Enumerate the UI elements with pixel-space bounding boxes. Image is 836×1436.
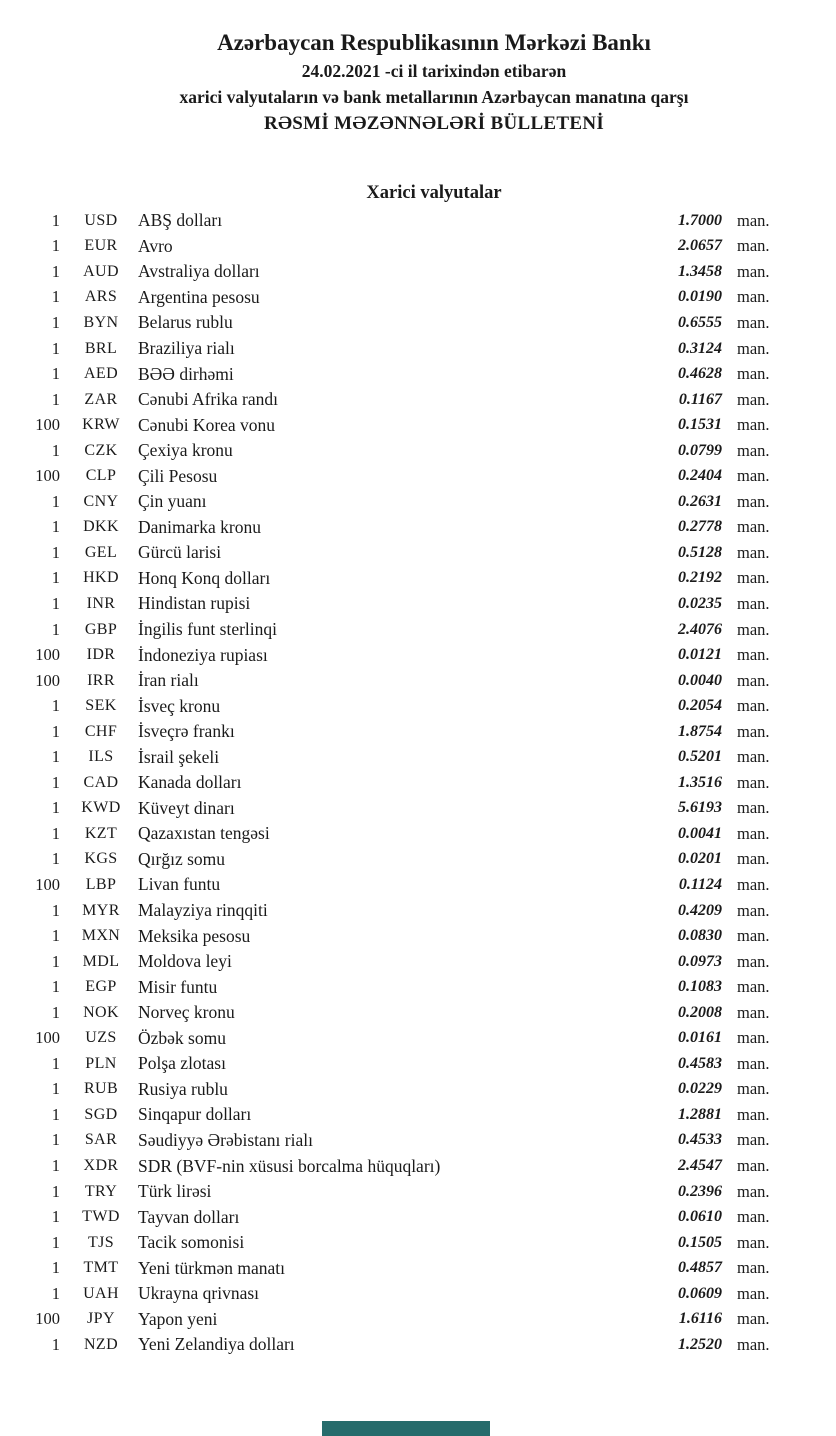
rate-unit-label: man.: [737, 1053, 770, 1073]
currency-quantity: 1: [51, 1207, 60, 1227]
currency-name: Qırğız somu: [138, 848, 226, 869]
currency-rate: 0.2778: [678, 518, 722, 536]
rate-unit-label: man.: [737, 542, 770, 562]
currency-quantity: 1: [51, 440, 60, 460]
rate-unit-label: man.: [737, 900, 770, 920]
rate-unit-label: man.: [737, 491, 770, 511]
currency-quantity: 1: [51, 287, 60, 307]
currency-code: MDL: [82, 952, 120, 970]
currency-name: Səudiyyə Ərəbistanı rialı: [138, 1129, 313, 1150]
rate-unit-label: man.: [737, 1232, 770, 1252]
currency-quantity: 1: [51, 542, 60, 562]
currency-code: ILS: [88, 748, 114, 766]
currency-row: [0, 336, 836, 362]
currency-row: [0, 898, 836, 924]
currency-code: TWD: [82, 1208, 120, 1226]
currency-quantity: 1: [51, 1156, 60, 1175]
currency-rate: 0.2054: [678, 697, 722, 715]
currency-rate: 1.7000: [678, 211, 722, 229]
rate-unit-label: man.: [737, 772, 770, 792]
currency-code: NZD: [83, 1335, 119, 1353]
rate-unit-label: man.: [737, 1181, 770, 1201]
rate-unit-label: man.: [737, 1207, 770, 1227]
currency-row: [0, 515, 836, 541]
currency-quantity: 1: [51, 1181, 60, 1201]
currency-code: ZAR: [84, 390, 118, 408]
currency-name: Polşa zlotası: [138, 1053, 226, 1074]
effective-date: 24.02.2021 -ci il tarixindən etibarən: [301, 61, 567, 81]
currency-row: [0, 438, 836, 464]
currency-name: Avro: [138, 235, 173, 256]
currency-rate: 0.5128: [678, 543, 722, 561]
currency-rate: 1.8754: [678, 722, 722, 740]
rate-unit-label: man.: [737, 645, 770, 665]
currency-code: GEL: [84, 543, 118, 561]
currency-rate: 0.0121: [678, 646, 722, 664]
currency-row: [0, 310, 836, 336]
currency-code: USD: [84, 211, 118, 229]
currency-row: [0, 1102, 836, 1128]
currency-code: AED: [83, 365, 119, 383]
currency-rate: 0.4209: [678, 901, 722, 919]
currency-rate: 2.4547: [678, 1157, 722, 1174]
rate-unit-label: man.: [737, 389, 770, 409]
currency-rate: 0.0610: [678, 1208, 722, 1226]
currency-quantity: 1: [51, 696, 60, 716]
currency-rate: 5.6193: [678, 799, 722, 817]
rate-unit-label: man.: [737, 619, 770, 639]
currency-code: EGP: [85, 978, 117, 996]
currency-quantity: 100: [35, 415, 60, 435]
currency-quantity: 1: [51, 823, 60, 843]
currency-rate: 0.4857: [678, 1259, 722, 1277]
currency-rate: 0.0201: [678, 850, 722, 868]
rate-unit-label: man.: [737, 1156, 770, 1175]
rate-unit-label: man.: [737, 210, 770, 230]
currency-row: [0, 285, 836, 311]
currency-row: [0, 923, 836, 949]
rate-unit-label: man.: [737, 261, 770, 281]
currency-rate: 0.4533: [678, 1131, 722, 1149]
currency-name: Hindistan rupisi: [138, 593, 251, 614]
currency-rate: 0.6555: [678, 313, 722, 331]
currency-quantity: 1: [51, 798, 60, 818]
currency-code: JPY: [87, 1310, 115, 1328]
currency-code: GBP: [84, 620, 118, 638]
currency-code: BRL: [84, 339, 118, 357]
currency-rate: 0.2192: [678, 569, 722, 587]
currency-quantity: 100: [35, 670, 60, 690]
rates-table: [0, 208, 836, 1358]
currency-rate: 1.3458: [678, 262, 722, 280]
rate-unit-label: man.: [737, 1028, 770, 1048]
currency-name: SDR (BVF-nin xüsusi borcalma hüquqları): [138, 1155, 441, 1176]
currency-quantity: 1: [51, 900, 60, 920]
currency-rate: 0.0799: [678, 441, 722, 459]
currency-quantity: 1: [51, 1104, 60, 1124]
currency-code: SGD: [84, 1105, 118, 1123]
currency-row: [0, 1332, 836, 1358]
rate-unit-label: man.: [737, 466, 770, 486]
rate-unit-label: man.: [737, 1002, 770, 1022]
currency-name: İngilis funt sterlinqi: [138, 619, 278, 640]
rate-unit-label: man.: [737, 721, 770, 741]
bottom-teal-bar: [322, 1421, 490, 1436]
currency-code: PLN: [85, 1054, 117, 1072]
currency-code: UZS: [85, 1029, 117, 1047]
currency-code: UAH: [83, 1284, 119, 1302]
currency-name: ABŞ dolları: [138, 210, 223, 231]
currency-name: Gürcü larisi: [138, 542, 222, 563]
currency-quantity: 1: [51, 491, 60, 511]
currency-quantity: 1: [51, 1002, 60, 1022]
currency-rate: 1.2881: [678, 1105, 722, 1123]
currency-name: İran rialı: [138, 670, 199, 691]
currency-code: KRW: [82, 416, 120, 434]
currency-rate: 0.0235: [678, 594, 722, 612]
currency-rate: 0.1167: [678, 390, 722, 408]
currency-name: Çili Pesosu: [138, 465, 218, 486]
currency-name: Yapon yeni: [138, 1308, 218, 1329]
rate-unit-label: man.: [737, 977, 770, 997]
currency-rate: 0.0040: [678, 671, 722, 689]
currency-rate: 0.0830: [678, 927, 722, 945]
currency-name: Yeni Zelandiya dolları: [138, 1334, 295, 1355]
bank-name: Azərbaycan Respublikasının Mərkəzi Bankı: [217, 30, 651, 55]
currency-name: BƏƏ dirhəmi: [138, 363, 234, 384]
currency-quantity: 1: [51, 721, 60, 741]
currency-rate: 0.2396: [678, 1182, 722, 1200]
currency-row: [0, 412, 836, 438]
currency-name: Çexiya kronu: [138, 440, 233, 461]
currency-code: BYN: [83, 313, 119, 331]
currency-quantity: 1: [51, 1079, 60, 1099]
currency-row: [0, 1307, 836, 1333]
currency-code: CLP: [85, 467, 117, 485]
currency-code: CHF: [84, 722, 118, 740]
currency-code: TMT: [83, 1259, 119, 1277]
rate-unit-label: man.: [737, 312, 770, 332]
rate-unit-label: man.: [737, 1258, 770, 1278]
currency-quantity: 1: [51, 619, 60, 639]
currency-name: İsveç kronu: [138, 695, 221, 716]
currency-rate: 0.2008: [678, 1003, 722, 1021]
currency-name: İsveçrə frankı: [138, 721, 235, 742]
currency-row: [0, 1077, 836, 1103]
rate-unit-label: man.: [737, 415, 770, 435]
rate-unit-label: man.: [737, 874, 770, 894]
rate-unit-label: man.: [737, 1334, 770, 1354]
currency-name: Sinqapur dolları: [138, 1104, 252, 1125]
currency-name: Livan funtu: [138, 874, 221, 895]
currency-row: [0, 617, 836, 643]
currency-row: [0, 208, 836, 234]
currency-rate: 0.5201: [678, 748, 722, 766]
currency-row: [0, 949, 836, 975]
currency-rate: 2.0657: [678, 237, 722, 255]
currency-name: Kanada dolları: [138, 772, 242, 793]
currency-quantity: 100: [35, 874, 60, 894]
currency-code: EUR: [84, 237, 118, 255]
rate-unit-label: man.: [737, 849, 770, 869]
currency-rate: 0.1124: [678, 875, 722, 893]
currency-row: [0, 642, 836, 668]
bulletin-header: [32, 28, 836, 137]
currency-row: [0, 1281, 836, 1307]
rate-unit-label: man.: [737, 798, 770, 818]
currency-code: IRR: [87, 671, 115, 689]
currency-name: Argentina pesosu: [138, 286, 260, 307]
currency-quantity: 100: [35, 1028, 60, 1048]
currency-row: [0, 1204, 836, 1230]
currency-name: Türk lirəsi: [138, 1181, 212, 1202]
currency-name: Tayvan dolları: [138, 1206, 240, 1227]
currency-code: CAD: [83, 773, 119, 791]
currency-code: MYR: [82, 901, 120, 919]
currency-quantity: 1: [51, 338, 60, 358]
currency-row: [0, 1179, 836, 1205]
currency-row: [0, 1255, 836, 1281]
currency-code: CZK: [84, 441, 118, 459]
currency-quantity: 1: [51, 236, 60, 256]
currency-row: [0, 872, 836, 898]
currency-name: Özbək somu: [138, 1027, 226, 1048]
rate-unit-label: man.: [737, 1079, 770, 1099]
currency-name: Misir funtu: [138, 976, 218, 997]
currency-rate: 1.6116: [678, 1310, 722, 1328]
currency-row: [0, 974, 836, 1000]
currency-rate: 2.4076: [678, 620, 722, 638]
currency-row: [0, 1051, 836, 1077]
currency-quantity: 1: [51, 951, 60, 971]
currency-code: SEK: [85, 697, 117, 715]
currency-row: [0, 361, 836, 387]
currency-row: [0, 259, 836, 285]
currency-code: KGS: [84, 850, 118, 868]
currency-quantity: 1: [51, 210, 60, 230]
currency-name: Norveç kronu: [138, 1002, 235, 1023]
currency-quantity: 1: [51, 389, 60, 409]
currency-name: Meksika pesosu: [138, 925, 251, 946]
currency-row: [0, 566, 836, 592]
currency-quantity: 1: [51, 1232, 60, 1252]
currency-quantity: 1: [51, 312, 60, 332]
currency-quantity: 1: [51, 1283, 60, 1303]
currency-row: [0, 796, 836, 822]
rate-unit-label: man.: [737, 287, 770, 307]
currency-code: KZT: [84, 824, 118, 842]
currency-row: [0, 234, 836, 260]
rate-unit-label: man.: [737, 1104, 770, 1124]
currency-rate: 0.1083: [678, 978, 722, 996]
currency-row: [0, 1026, 836, 1052]
currency-rate: 0.0041: [678, 824, 722, 842]
currency-code: AUD: [83, 262, 119, 280]
currency-quantity: 1: [51, 517, 60, 537]
currency-rate: 0.4628: [678, 365, 722, 383]
rate-unit-label: man.: [737, 696, 770, 716]
currency-row: [0, 387, 836, 413]
currency-name: Çin yuanı: [138, 491, 207, 512]
currency-code: IDR: [86, 646, 116, 664]
currency-code: LBP: [85, 875, 117, 893]
currency-quantity: 100: [35, 466, 60, 486]
currency-quantity: 1: [51, 261, 60, 281]
currency-code: TRY: [84, 1182, 118, 1200]
currency-code: NOK: [83, 1003, 119, 1021]
currency-code: DKK: [83, 518, 119, 536]
rate-unit-label: man.: [737, 1130, 770, 1150]
currency-quantity: 100: [35, 645, 60, 665]
currency-rate: 1.2520: [678, 1335, 722, 1353]
rate-unit-label: man.: [737, 236, 770, 256]
rate-unit-label: man.: [737, 1283, 770, 1303]
currency-name: Qazaxıstan tengəsi: [138, 823, 270, 844]
currency-quantity: 1: [51, 772, 60, 792]
currency-rate: 0.1531: [678, 416, 722, 434]
rate-unit-label: man.: [737, 568, 770, 588]
currency-row: [0, 693, 836, 719]
currency-code: RUB: [83, 1080, 119, 1098]
currency-code: ARS: [84, 288, 118, 306]
currency-code: XDR: [83, 1157, 119, 1174]
currency-row: [0, 744, 836, 770]
currency-quantity: 1: [51, 926, 60, 946]
currency-name: Tacik somonisi: [138, 1232, 245, 1253]
rate-unit-label: man.: [737, 951, 770, 971]
currency-rate: 1.3516: [678, 773, 722, 791]
rate-unit-label: man.: [737, 517, 770, 537]
currency-name: Braziliya rialı: [138, 338, 235, 358]
currency-code: TJS: [87, 1233, 115, 1251]
currency-code: HKD: [83, 569, 119, 587]
currency-rate: 0.0161: [678, 1029, 722, 1047]
rate-unit-label: man.: [737, 364, 770, 384]
rate-unit-label: man.: [737, 440, 770, 460]
currency-row: [0, 1230, 836, 1256]
rate-unit-label: man.: [737, 823, 770, 843]
currency-row: [0, 847, 836, 873]
currency-name: Yeni türkmən manatı: [138, 1257, 285, 1278]
currency-row: [0, 489, 836, 515]
currency-quantity: 1: [51, 849, 60, 869]
currency-row: [0, 1153, 836, 1179]
rate-unit-label: man.: [737, 338, 770, 358]
currency-rate: 0.2631: [678, 492, 722, 510]
currency-row: [0, 540, 836, 566]
section-title-foreign-currencies: Xarici valyutalar: [366, 183, 502, 203]
currency-row: [0, 1000, 836, 1026]
currency-rate: 0.0973: [678, 952, 722, 970]
currency-row: [0, 1128, 836, 1154]
currency-quantity: 1: [51, 747, 60, 767]
rate-unit-label: man.: [737, 1309, 770, 1329]
currency-name: Cənubi Korea vonu: [138, 414, 276, 435]
currency-name: Belarus rublu: [138, 312, 233, 333]
bulletin-title: RƏSMİ MƏZƏNNƏLƏRİ BÜLLETENİ: [263, 113, 605, 134]
currency-name: Cənubi Afrika randı: [138, 389, 278, 410]
currency-rate: 0.0609: [678, 1284, 722, 1302]
currency-rate: 0.2404: [678, 467, 722, 485]
currency-name: Rusiya rublu: [138, 1078, 228, 1099]
currency-rate: 0.0229: [678, 1080, 722, 1098]
currency-name: Avstraliya dolları: [138, 261, 260, 282]
currency-quantity: 1: [51, 1258, 60, 1278]
currency-code: CNY: [83, 492, 119, 510]
currency-row: [0, 770, 836, 796]
currency-code: MXN: [81, 927, 121, 945]
currency-quantity: 1: [51, 593, 60, 613]
currency-rate: 0.4583: [678, 1054, 722, 1072]
currency-row: [0, 463, 836, 489]
currency-code: KWD: [81, 799, 121, 817]
currency-rate: 0.3124: [678, 339, 722, 357]
currency-row: [0, 821, 836, 847]
currency-quantity: 1: [51, 364, 60, 384]
rate-unit-label: man.: [737, 593, 770, 613]
currency-rate: 0.0190: [678, 288, 722, 306]
currency-quantity: 1: [51, 568, 60, 588]
currency-row: [0, 591, 836, 617]
currency-code: INR: [86, 594, 116, 612]
currency-row: [0, 719, 836, 745]
currency-quantity: 1: [51, 1334, 60, 1354]
rate-unit-label: man.: [737, 670, 770, 690]
currency-quantity: 1: [51, 1053, 60, 1073]
rate-unit-label: man.: [737, 747, 770, 767]
currency-name: Ukrayna qrivnası: [138, 1283, 260, 1304]
currency-name: Danimarka kronu: [138, 516, 261, 537]
subject-line: xarici valyutaların və bank metallarının Azərbaycan manatına qarşı: [179, 87, 689, 107]
currency-name: Honq Konq dolları: [138, 567, 271, 588]
currency-name: İsrail şekeli: [138, 746, 220, 767]
currency-quantity: 1: [51, 977, 60, 997]
currency-name: İndoneziya rupiası: [138, 644, 268, 665]
currency-quantity: 1: [51, 1130, 60, 1150]
currency-rate: 0.1505: [678, 1233, 722, 1251]
rate-unit-label: man.: [737, 926, 770, 946]
currency-code: SAR: [84, 1131, 118, 1149]
currency-name: Küveyt dinarı: [138, 797, 235, 818]
currency-name: Moldova leyi: [138, 951, 232, 972]
currency-name: Malayziya rinqqiti: [138, 900, 268, 921]
currency-row: [0, 668, 836, 694]
currency-quantity: 100: [35, 1309, 60, 1329]
